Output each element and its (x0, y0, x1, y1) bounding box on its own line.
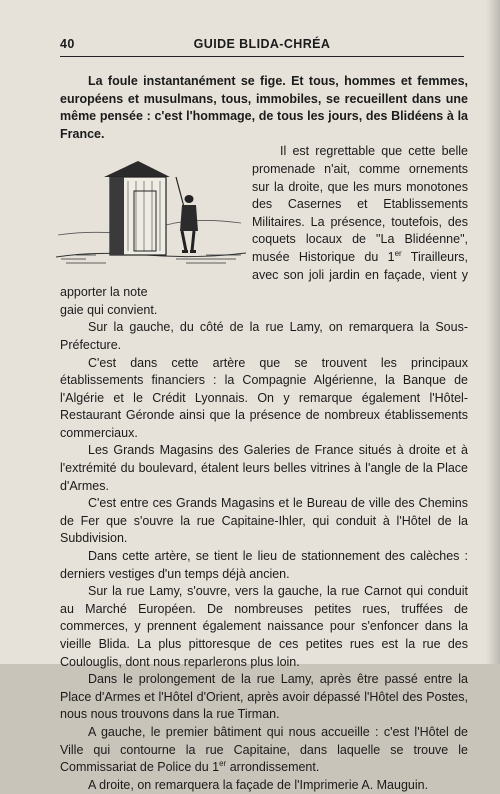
paragraph-lead: La foule instantanément se fige. Et tous, hommes et femmes, européens et musulmans, tous, immobiles, se recueillent dans une même pensée : c'est l'hommage, de tous les jours, des Blidéens à la France. (60, 74, 468, 141)
paragraph-sous-prefecture: Sur la gauche, du côté de la rue Lamy, on remarquera la Sous-Préfecture. (60, 320, 468, 352)
paragraph-banks: C'est dans cette artère que se trouvent les principaux établissements financiers : la Compagnie Algérienne, la Banque de l'Algérie et le Crédit Lyonnais. On y remarque également l'Hôtel-Restaurant Géronde ainsi que la présence de nombreux établissements commerciaux. (60, 355, 468, 440)
header-rule (60, 56, 464, 57)
paragraph-rue-carnot: Sur la rue Lamy, s'ouvre, vers la gauche, la rue Carnot qui conduit au Marché Européen. De nombreuses petites rues, truffées de commerces, y prennent également naissance pour s'enfoncer dans la vieille Blida. La plus pittoresque de ces petites rues est la rue des Coulouglis, dont nous reparlerons plus loin. (60, 584, 468, 669)
paragraph-rue-tirman: Dans le prolongement de la rue Lamy, après être passé entre la Place d'Armes et l'Hôtel d'Orient, après avoir dépassé l'Hôtel des Postes, nous nous trouvons dans la rue Tirman. (60, 672, 468, 722)
paragraph-rue-capitaine-ihler: C'est entre ces Grands Magasins et le Bureau de ville des Chemins de Fer que s'ouvre la rue Capitaine-Ihler, qui conduit à l'Hôtel de la Subdivision. (60, 496, 468, 546)
page-body (60, 73, 468, 794)
page-header (60, 37, 464, 55)
paragraph-promenade: Il est regrettable que cette belle promenade n'ait, comme ornements sur la droite, que les murs monotones des Casernes et Etablissements Militaires. La présence, toutefois, des coquets locaux de "La Blidéenne", musée Historique du 1er Tirailleurs, avec son joli jardin en façade, vient y apporter la note (60, 144, 468, 300)
paragraph-imprimerie: A droite, on remarquera la façade de l'Imprimerie A. Mauguin. (88, 777, 429, 792)
sentry-box-with-soldier-icon (56, 147, 246, 277)
paragraph-promenade-continuation: gaie qui convient. (60, 302, 158, 317)
paragraph-caleches: Dans cette artère, se tient le lieu de stationnement des calèches : derniers vestiges d'un temps déjà ancien. (60, 549, 468, 581)
paragraph-hotel-de-ville: A gauche, le premier bâtiment qui nous accueille : c'est l'Hôtel de Ville qui contourne la rue Capitaine, dans laquelle se trouve le Commissariat de Police du 1er arrondissement. (60, 724, 468, 775)
running-title: GUIDE BLIDA-CHRÉA (193, 37, 331, 51)
paragraph-galeries: Les Grands Magasins des Galeries de France situés à droite et à l'extrémité du boulevard, étalent leurs belles vitrines à l'angle de la Place d'Armes. (60, 443, 468, 493)
page-number: 40 (60, 37, 75, 51)
